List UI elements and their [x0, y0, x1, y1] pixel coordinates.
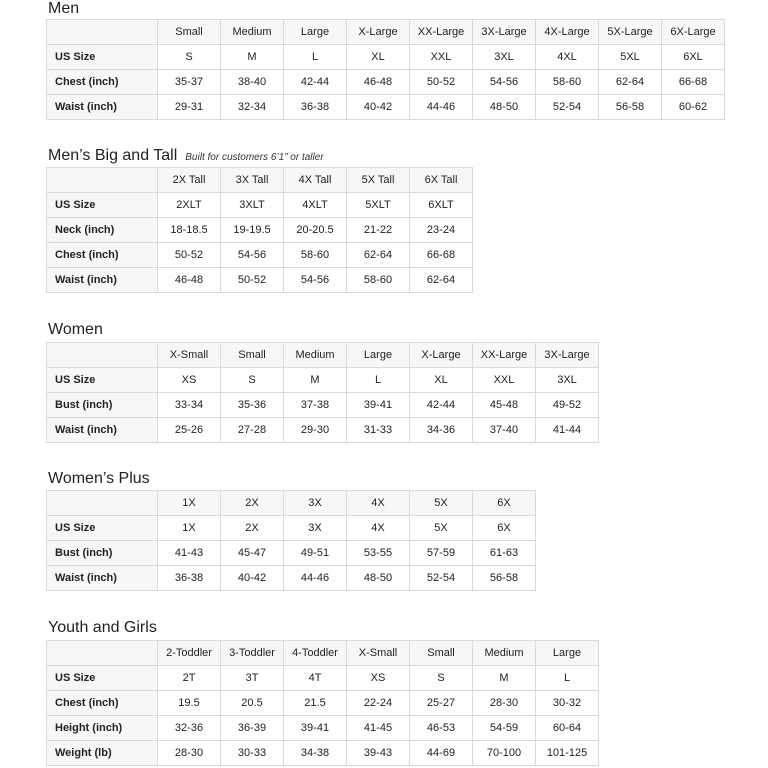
value-cell: 38-40: [221, 70, 284, 95]
row-label-cell: Waist (inch): [47, 566, 158, 591]
size-header-cell: 1X: [158, 491, 221, 516]
size-header-cell: 2-Toddler: [158, 641, 221, 666]
value-cell: 3XLT: [221, 193, 284, 218]
value-cell: 33-34: [158, 393, 221, 418]
row-label-cell: Neck (inch): [47, 218, 158, 243]
value-cell: 2T: [158, 666, 221, 691]
value-cell: 19.5: [158, 691, 221, 716]
mens-big-tall-size-table: [46, 167, 473, 293]
value-cell: 50-52: [410, 70, 473, 95]
value-cell: 21.5: [284, 691, 347, 716]
value-cell: 58-60: [536, 70, 599, 95]
size-header-cell: 2X Tall: [158, 168, 221, 193]
row-label-cell: Bust (inch): [47, 541, 158, 566]
value-cell: 4XLT: [284, 193, 347, 218]
value-cell: 5XL: [599, 45, 662, 70]
value-cell: 4XL: [536, 45, 599, 70]
table-corner-cell: [47, 20, 158, 45]
womens-plus-title-text: Women’s Plus: [48, 470, 150, 487]
value-cell: 30-32: [536, 691, 599, 716]
value-cell: 28-30: [473, 691, 536, 716]
value-cell: 101-125: [536, 741, 599, 766]
size-header-cell: 5X Tall: [347, 168, 410, 193]
value-cell: 60-64: [536, 716, 599, 741]
size-header-cell: 3X Tall: [221, 168, 284, 193]
mens-big-tall-table: [46, 167, 473, 293]
value-cell: 52-54: [410, 566, 473, 591]
value-cell: 37-38: [284, 393, 347, 418]
value-cell: 46-48: [158, 268, 221, 293]
value-cell: 49-51: [284, 541, 347, 566]
value-cell: 54-56: [284, 268, 347, 293]
value-cell: S: [221, 368, 284, 393]
size-header-cell: Medium: [221, 20, 284, 45]
value-cell: 1X: [158, 516, 221, 541]
value-cell: 66-68: [662, 70, 725, 95]
value-cell: 44-69: [410, 741, 473, 766]
value-cell: L: [347, 368, 410, 393]
womens-plus-size-table: [46, 490, 536, 591]
value-cell: 46-48: [347, 70, 410, 95]
value-cell: 42-44: [284, 70, 347, 95]
size-header-cell: XX-Large: [473, 343, 536, 368]
women-title-text: Women: [48, 321, 103, 338]
size-header-cell: 4X Tall: [284, 168, 347, 193]
table-header-row: [47, 343, 599, 368]
value-cell: M: [473, 666, 536, 691]
value-cell: 3XL: [536, 368, 599, 393]
value-cell: 57-59: [410, 541, 473, 566]
value-cell: 35-37: [158, 70, 221, 95]
value-cell: 4X: [347, 516, 410, 541]
value-cell: 50-52: [221, 268, 284, 293]
size-header-cell: Medium: [284, 343, 347, 368]
value-cell: M: [284, 368, 347, 393]
men-size-table: [46, 19, 725, 120]
women-table: [46, 342, 599, 443]
value-cell: 3XL: [473, 45, 536, 70]
value-cell: 58-60: [347, 268, 410, 293]
value-cell: 27-28: [221, 418, 284, 443]
row-label-cell: Chest (inch): [47, 691, 158, 716]
value-cell: 36-39: [221, 716, 284, 741]
value-cell: 3X: [284, 516, 347, 541]
table-row: [47, 541, 536, 566]
value-cell: L: [536, 666, 599, 691]
value-cell: 40-42: [221, 566, 284, 591]
table-row: [47, 243, 473, 268]
youth-girls-size-table: [46, 640, 599, 766]
size-header-cell: 3X-Large: [473, 20, 536, 45]
womens-plus-table: [46, 490, 536, 591]
value-cell: 34-38: [284, 741, 347, 766]
table-row: [47, 666, 599, 691]
table-row: [47, 70, 725, 95]
value-cell: 41-44: [536, 418, 599, 443]
size-header-cell: Small: [158, 20, 221, 45]
table-corner-cell: [47, 343, 158, 368]
youth-girls-title: [48, 619, 157, 637]
value-cell: XXL: [473, 368, 536, 393]
men-title-text: Men: [48, 0, 80, 17]
men-title: [48, 0, 79, 18]
value-cell: 53-55: [347, 541, 410, 566]
value-cell: 48-50: [473, 95, 536, 120]
value-cell: 54-59: [473, 716, 536, 741]
youth-girls-title-text: Youth and Girls: [48, 619, 157, 636]
table-row: [47, 418, 599, 443]
size-header-cell: Small: [221, 343, 284, 368]
row-label-cell: US Size: [47, 368, 158, 393]
value-cell: 49-52: [536, 393, 599, 418]
value-cell: 23-24: [410, 218, 473, 243]
row-label-cell: Waist (inch): [47, 268, 158, 293]
value-cell: 20-20.5: [284, 218, 347, 243]
size-header-cell: Small: [410, 641, 473, 666]
value-cell: 54-56: [473, 70, 536, 95]
row-label-cell: Bust (inch): [47, 393, 158, 418]
size-header-cell: X-Large: [410, 343, 473, 368]
value-cell: 32-36: [158, 716, 221, 741]
value-cell: XXL: [410, 45, 473, 70]
value-cell: 36-38: [284, 95, 347, 120]
value-cell: 44-46: [284, 566, 347, 591]
value-cell: 48-50: [347, 566, 410, 591]
mens-big-tall-title-text: Men’s Big and Tall: [48, 147, 178, 164]
value-cell: 58-60: [284, 243, 347, 268]
value-cell: 62-64: [410, 268, 473, 293]
value-cell: 22-24: [347, 691, 410, 716]
value-cell: 5X: [410, 516, 473, 541]
value-cell: 3T: [221, 666, 284, 691]
size-header-cell: 4X-Large: [536, 20, 599, 45]
value-cell: 42-44: [410, 393, 473, 418]
value-cell: 54-56: [221, 243, 284, 268]
value-cell: 41-45: [347, 716, 410, 741]
value-cell: 39-43: [347, 741, 410, 766]
women-title: [48, 321, 103, 339]
size-header-cell: 3X-Large: [536, 343, 599, 368]
size-header-cell: 5X-Large: [599, 20, 662, 45]
value-cell: 61-63: [473, 541, 536, 566]
women-size-table: [46, 342, 599, 443]
size-header-cell: Medium: [473, 641, 536, 666]
table-row: [47, 716, 599, 741]
value-cell: XL: [410, 368, 473, 393]
value-cell: 45-47: [221, 541, 284, 566]
value-cell: 39-41: [347, 393, 410, 418]
value-cell: L: [284, 45, 347, 70]
youth-girls-table: [46, 640, 599, 766]
table-row: [47, 516, 536, 541]
table-header-row: [47, 20, 725, 45]
value-cell: 52-54: [536, 95, 599, 120]
table-row: [47, 691, 599, 716]
value-cell: S: [158, 45, 221, 70]
size-header-cell: 4-Toddler: [284, 641, 347, 666]
table-row: [47, 193, 473, 218]
value-cell: 46-53: [410, 716, 473, 741]
row-label-cell: Waist (inch): [47, 418, 158, 443]
value-cell: M: [221, 45, 284, 70]
value-cell: 32-34: [221, 95, 284, 120]
value-cell: 2XLT: [158, 193, 221, 218]
value-cell: 62-64: [599, 70, 662, 95]
size-header-cell: 3-Toddler: [221, 641, 284, 666]
value-cell: S: [410, 666, 473, 691]
value-cell: 56-58: [599, 95, 662, 120]
value-cell: 6XLT: [410, 193, 473, 218]
table-corner-cell: [47, 168, 158, 193]
value-cell: 40-42: [347, 95, 410, 120]
row-label-cell: Weight (lb): [47, 741, 158, 766]
value-cell: 19-19.5: [221, 218, 284, 243]
table-corner-cell: [47, 491, 158, 516]
mens-big-tall-note: Built for customers 6’1” or taller: [185, 152, 324, 163]
value-cell: 21-22: [347, 218, 410, 243]
value-cell: 25-27: [410, 691, 473, 716]
womens-plus-title: [48, 470, 150, 488]
size-header-cell: 3X: [284, 491, 347, 516]
value-cell: 6X: [473, 516, 536, 541]
size-header-cell: Large: [284, 20, 347, 45]
value-cell: 62-64: [347, 243, 410, 268]
value-cell: 35-36: [221, 393, 284, 418]
value-cell: 70-100: [473, 741, 536, 766]
row-label-cell: US Size: [47, 193, 158, 218]
value-cell: 36-38: [158, 566, 221, 591]
size-header-cell: 6X-Large: [662, 20, 725, 45]
size-header-cell: Large: [347, 343, 410, 368]
value-cell: 66-68: [410, 243, 473, 268]
size-header-cell: X-Small: [158, 343, 221, 368]
men-table: [46, 19, 725, 120]
value-cell: 5XLT: [347, 193, 410, 218]
table-row: [47, 268, 473, 293]
value-cell: 28-30: [158, 741, 221, 766]
size-header-cell: 4X: [347, 491, 410, 516]
value-cell: 25-26: [158, 418, 221, 443]
size-header-cell: X-Large: [347, 20, 410, 45]
row-label-cell: Waist (inch): [47, 95, 158, 120]
value-cell: 18-18.5: [158, 218, 221, 243]
value-cell: 45-48: [473, 393, 536, 418]
row-label-cell: Chest (inch): [47, 243, 158, 268]
size-header-cell: XX-Large: [410, 20, 473, 45]
value-cell: 34-36: [410, 418, 473, 443]
table-header-row: [47, 641, 599, 666]
size-header-cell: 2X: [221, 491, 284, 516]
table-row: [47, 566, 536, 591]
value-cell: 60-62: [662, 95, 725, 120]
value-cell: 44-46: [410, 95, 473, 120]
value-cell: 6XL: [662, 45, 725, 70]
value-cell: 29-30: [284, 418, 347, 443]
table-row: [47, 741, 599, 766]
value-cell: 29-31: [158, 95, 221, 120]
table-header-row: [47, 491, 536, 516]
value-cell: XL: [347, 45, 410, 70]
value-cell: 2X: [221, 516, 284, 541]
table-corner-cell: [47, 641, 158, 666]
row-label-cell: US Size: [47, 45, 158, 70]
value-cell: 50-52: [158, 243, 221, 268]
table-row: [47, 45, 725, 70]
value-cell: 4T: [284, 666, 347, 691]
value-cell: 39-41: [284, 716, 347, 741]
value-cell: XS: [347, 666, 410, 691]
table-header-row: [47, 168, 473, 193]
size-header-cell: Large: [536, 641, 599, 666]
row-label-cell: US Size: [47, 516, 158, 541]
value-cell: 41-43: [158, 541, 221, 566]
value-cell: 20.5: [221, 691, 284, 716]
row-label-cell: US Size: [47, 666, 158, 691]
row-label-cell: Height (inch): [47, 716, 158, 741]
value-cell: 56-58: [473, 566, 536, 591]
size-header-cell: 6X: [473, 491, 536, 516]
size-header-cell: 6X Tall: [410, 168, 473, 193]
size-header-cell: X-Small: [347, 641, 410, 666]
table-row: [47, 95, 725, 120]
table-row: [47, 218, 473, 243]
value-cell: XS: [158, 368, 221, 393]
size-header-cell: 5X: [410, 491, 473, 516]
value-cell: 30-33: [221, 741, 284, 766]
value-cell: 31-33: [347, 418, 410, 443]
table-row: [47, 393, 599, 418]
table-row: [47, 368, 599, 393]
row-label-cell: Chest (inch): [47, 70, 158, 95]
mens-big-tall-title: [48, 147, 324, 167]
value-cell: 37-40: [473, 418, 536, 443]
